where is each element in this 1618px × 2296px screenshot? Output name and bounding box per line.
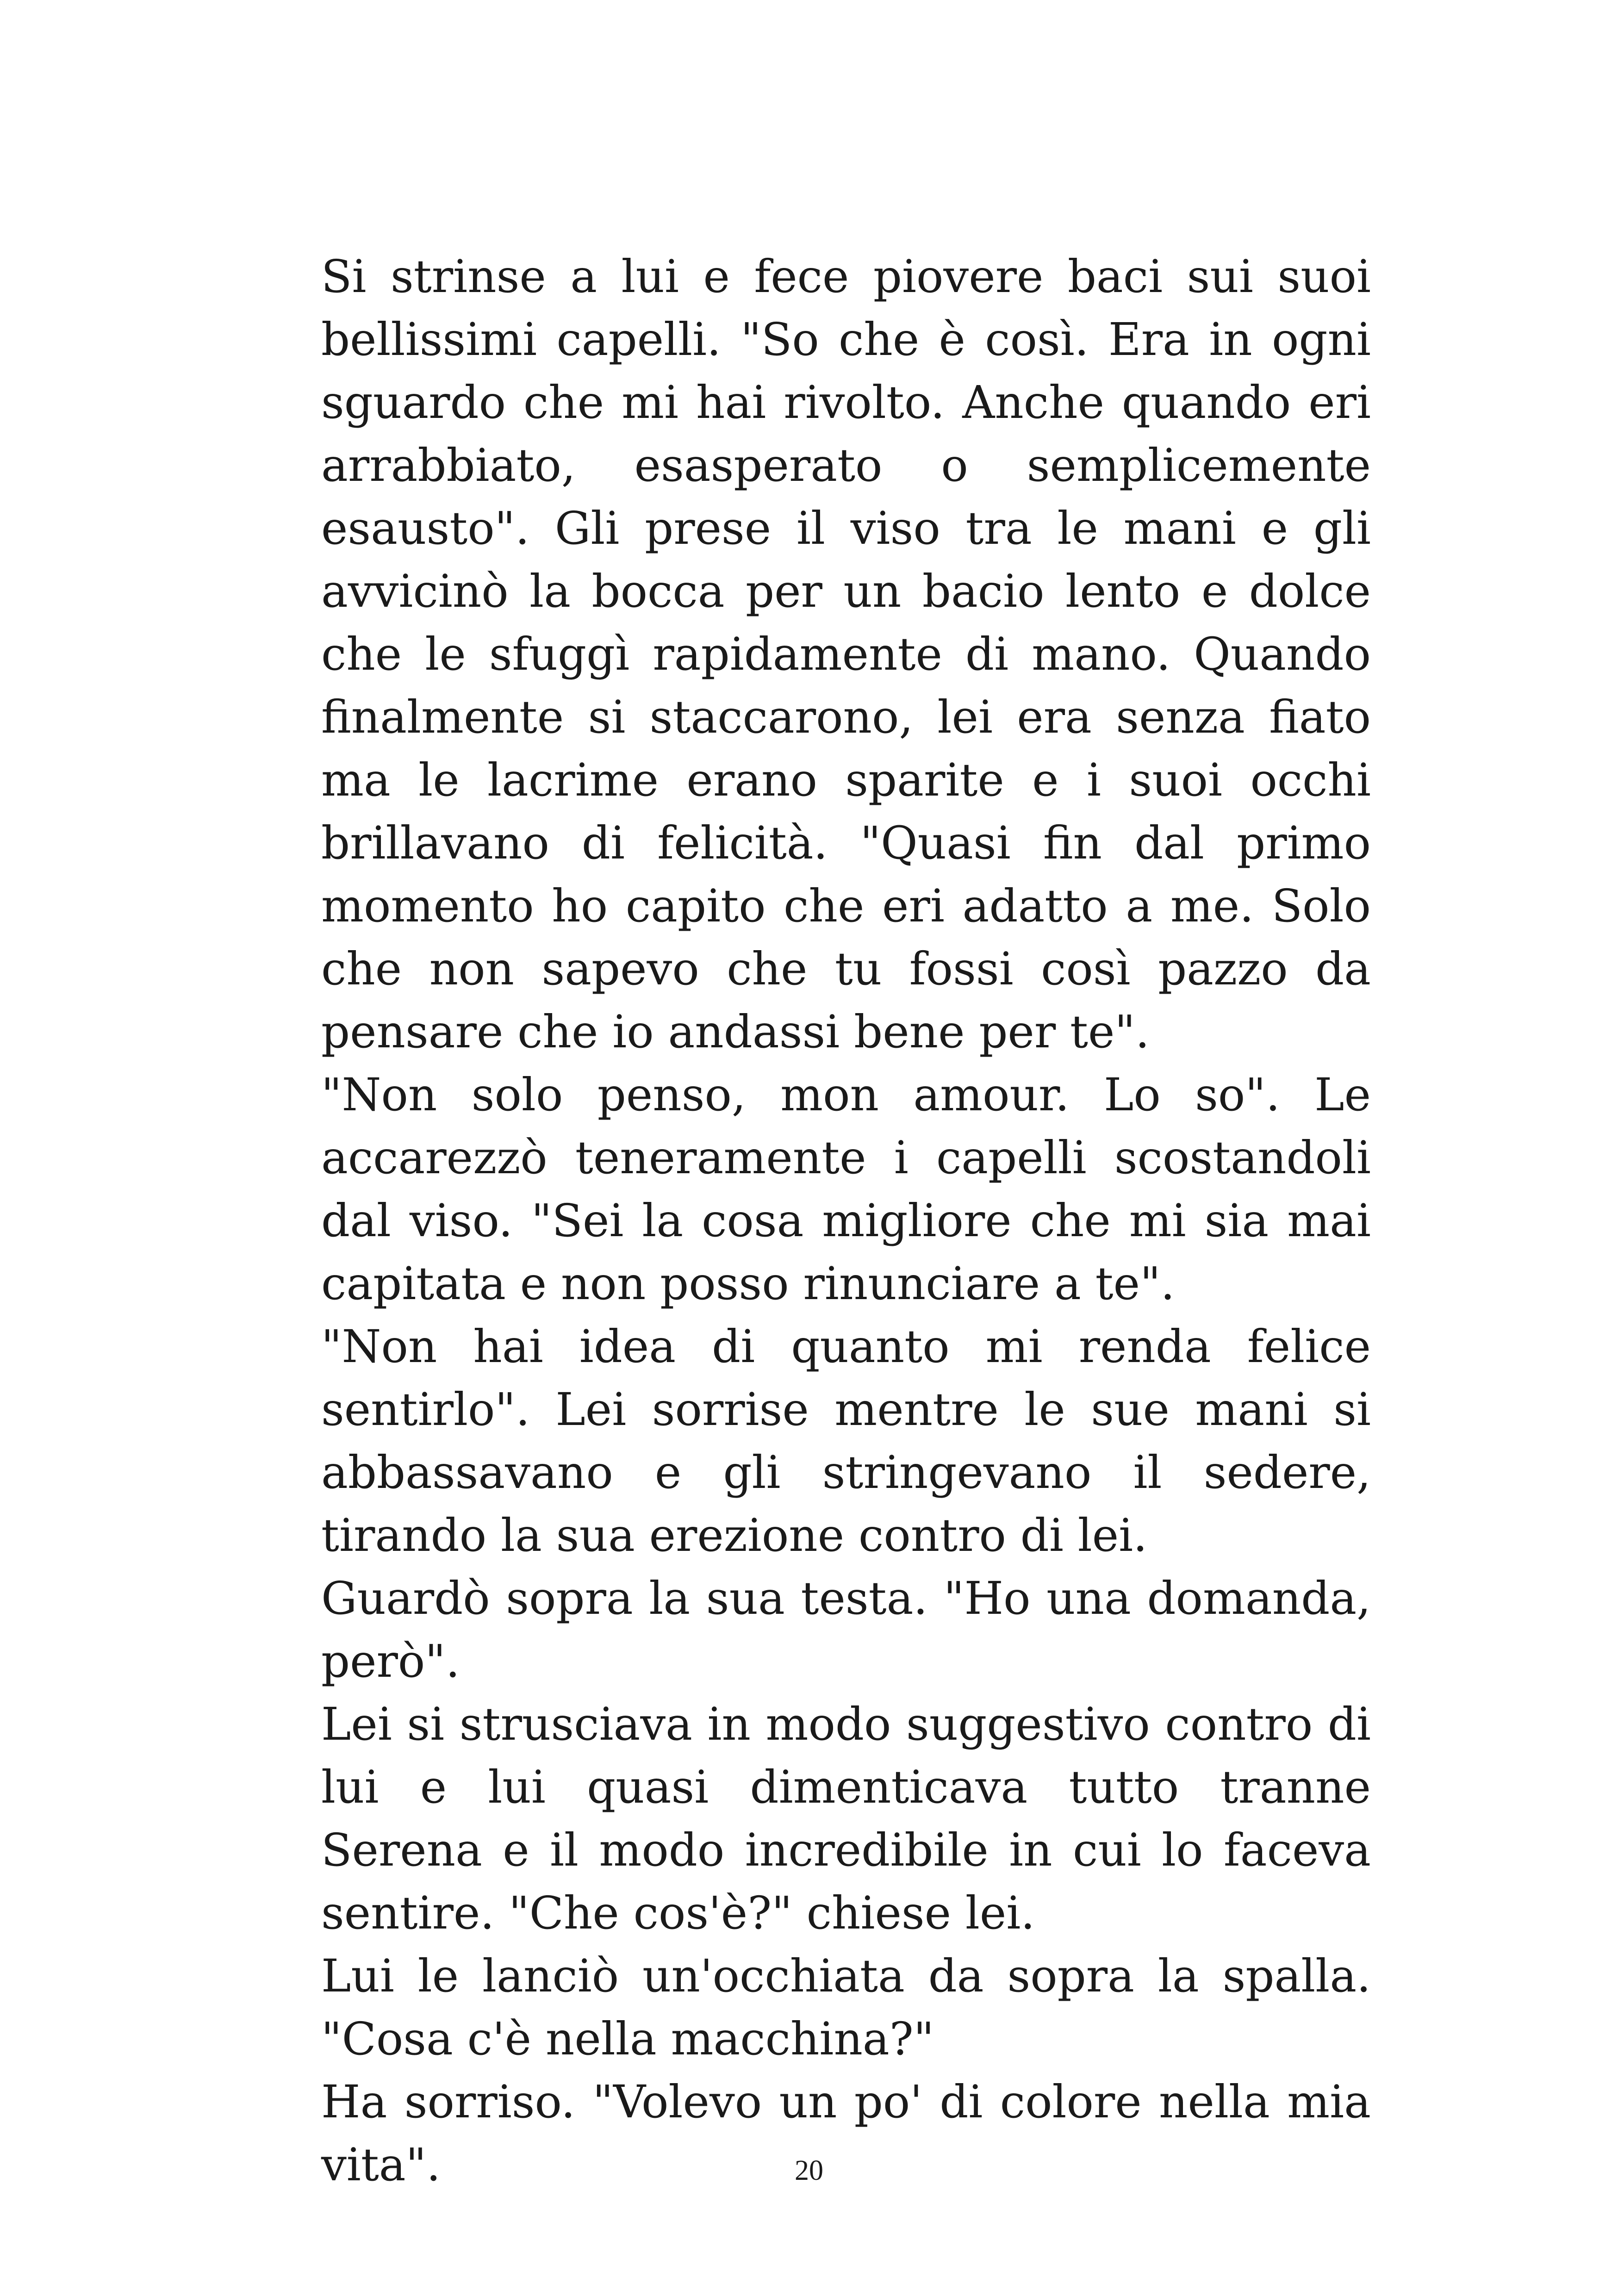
paragraph: Lei si strusciava in modo suggestivo contro di lui e lui quasi dimenticava tutto tranne Serena e il modo incredibile in cui lo faceva sentire. "Che cos'è?" chiese lei. [321,1698,1371,1939]
paragraph: Ha sorriso. "Volevo un po' di colore nella mia vita". [321,2076,1371,2191]
paragraph: Guardò sopra la sua testa. "Ho una domanda, però". [321,1572,1371,1687]
page-number: 20 [795,2155,823,2186]
paragraph: Lui le lanciò un'occhiata da sopra la spalla. "Cosa c'è nella macchina?" [321,1950,1371,2065]
body-text [321,245,1371,2196]
paragraph: Si strinse a lui e fece piovere baci sui suoi bellissimi capelli. "So che è così. Era in ogni sguardo che mi hai rivolto. Anche quando eri arrabbiato, esasperato o semplicemente esausto". Gli prese il viso tra le mani e gli avvicinò la bocca per un bacio lento e dolce che le sfuggì rapidamente di mano. Quando finalmente si staccarono, lei era senza fiato ma le lacrime erano sparite e i suoi occhi brillavano di felicità. "Quasi fin dal primo momento ho capito che eri adatto a me. Solo che non sapevo che tu fossi così pazzo da pensare che io andassi bene per te". [321,250,1371,1058]
paragraph: "Non solo penso, mon amour. Lo so". Le accarezzò teneramente i capelli scostandoli dal viso. "Sei la cosa migliore che mi sia mai capitata e non posso rinunciare a te". [321,1069,1371,1310]
paragraph: "Non hai idea di quanto mi renda felice sentirlo". Lei sorrise mentre le sue mani si abbassavano e gli stringevano il sedere, tirando la sua erezione contro di lei. [321,1320,1371,1562]
